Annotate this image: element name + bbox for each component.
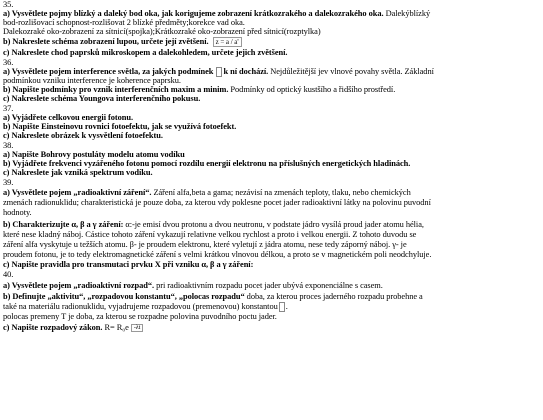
q39a-line bbox=[3, 188, 540, 197]
q39b-answer-line3: záření alfa vyskytuje u težších atomu. β- je proudem elektronu, které vyletují z jádra atomu, nese tedy záporný náboj. γ- je bbox=[3, 240, 407, 249]
q40b-prompt: b) Definujte „aktivitu“, „rozpadovou konstantu“, „polocas rozpadu“ bbox=[3, 292, 245, 301]
q39b-prompt: b) Charakterizujte α, β a γ záření: bbox=[3, 220, 124, 229]
question-number-36: 36. bbox=[3, 58, 14, 67]
q37a-prompt: a) Vyjádřete celkovou energii fotonu. bbox=[3, 113, 134, 122]
q36b-answer: Podmínky od optický kustšího a řidšího prostředí. bbox=[228, 85, 396, 94]
q35a-answer-line3: Dalekozraké oko-zobrazení za sítnicí(spojka);Krátkozraké oko-zobrazení před sítnicí(rozptylka) bbox=[3, 27, 321, 36]
q35c-prompt: c) Nakreslete chod paprsků mikroskopem a dalekohledem, určete jejich zvětšení. bbox=[3, 48, 288, 57]
q40b-answer: doba, za kterou proces jaderného rozpadu probehne a bbox=[244, 292, 423, 301]
q36c-prompt: c) Nakreslete schéma Youngova interferenčního pokusu. bbox=[3, 94, 201, 103]
q39b-line bbox=[3, 220, 540, 229]
q40b-answer-line3: polocas premeny T je doba, za kterou se rozpadne polovina puvodního poctu jader. bbox=[3, 312, 277, 321]
q39b-answer-line2: které nese kladný náboj. Cástice tohoto záření vykazují relativne velkou rychlost a proto i velkou energii. Z tohoto duvodu se bbox=[3, 230, 417, 239]
q39a-answer-line3: hodnoty. bbox=[3, 208, 32, 217]
q35a-prompt: a) Vysvětlete pojmy blízký a daleký bod oka, jak korigujeme zobrazení krátkozrakého a dalekozrakého oka. bbox=[3, 9, 384, 18]
q40a-answer: pri radioaktivním rozpadu pocet jader ubývá exponenciálne s casem. bbox=[154, 281, 383, 290]
q40c-prompt: c) Napište rozpadový zákon. bbox=[3, 323, 103, 332]
q40b-answer-line2: také na materiálu radionuklidu, vyjadrujeme rozpadovou (premenovou) konstantou . bbox=[3, 302, 288, 311]
q36a-line: a) Vysvětlete pojem interference světla, za jakých podmínek k ní dochází. Nejdůležitější jev vlnové povahy světla. Základní bbox=[3, 67, 434, 76]
question-number-40: 40. bbox=[3, 270, 14, 279]
q36a-answer-line2: podmínkou vzniku interference je koherence paprsku. bbox=[3, 76, 181, 85]
q35a-answer-start: Dalekýblízký bbox=[383, 9, 431, 18]
q37b-prompt: b) Napište Einsteinovu rovnici fotoefektu, jak se využívá fotoefekt. bbox=[3, 122, 237, 131]
q38a-prompt: a) Napište Bohrovy postuláty modelu atomu vodíku bbox=[3, 150, 185, 159]
q39c-prompt: c) Napište pravidla pro transmutaci prvku X při vzniku α, β a γ záření: bbox=[3, 260, 254, 269]
q40c-line bbox=[3, 323, 540, 332]
q39a-prompt: a) Vysvětlete pojem „radioaktivní záření“. bbox=[3, 188, 152, 197]
q36a-answer: Nejdůležitější jev vlnové povahy světla. Základní bbox=[268, 67, 434, 76]
q35a-answer-line2: bod-rozlišovací schopnost-rozlišovat 2 blízké předměty;korekce vad oka. bbox=[3, 18, 245, 27]
q39b-answer-line4: proudem fotonu, je to tedy elektromagnetické záření s velmi krátkou vlnovou délkou, a proto se v magnetickém poli neodchyluje. bbox=[3, 250, 432, 259]
question-number-38: 38. bbox=[3, 141, 14, 150]
q38c-prompt: c) Nakreslete jak vzniká spektrum vodíku. bbox=[3, 168, 153, 177]
question-number-37: 37. bbox=[3, 104, 14, 113]
q35b-prompt: b) Nakreslete schéma zobrazení lupou, určete její zvětšení. bbox=[3, 37, 209, 46]
q36b-line bbox=[3, 85, 540, 94]
q36b-prompt: b) Napište podmínky pro vznik interferenčních maxim a minim. bbox=[3, 85, 229, 94]
decay-exponent: -λt bbox=[131, 324, 143, 332]
q36a-prompt: a) Vysvětlete pojem interference světla, za jakých podmínek bbox=[3, 67, 214, 76]
q39a-answer: Záření alfa,beta a gama; nezávisí na zmenách teploty, tlaku, nebo chemických bbox=[151, 188, 411, 197]
q40a-prompt: a) Vysvětlete pojem „radioaktivní rozpad“. bbox=[3, 281, 155, 290]
q39b-answer: α:-je emisí dvou protonu a dvou neutronu, v podstate jádro vysílá proud jader atomu hélia, bbox=[123, 220, 424, 229]
q38b-prompt: b) Vyjádřete frekvenci vyzářeného fotonu pomocí rozdílu energií elektronu na příslušných energetických hladinách. bbox=[3, 159, 411, 168]
question-number-39: 39. bbox=[3, 178, 14, 187]
formula-placeholder-icon bbox=[279, 302, 285, 312]
q35a-line bbox=[3, 9, 540, 18]
magnification-formula: z = a / a' bbox=[213, 37, 242, 47]
q39a-answer-line2: zmenách radionuklidu; charakteristická je pouze doba, za kterou vdy poklesne pocet jader radioaktivní látky na polovinu puvodní bbox=[3, 198, 431, 207]
q37c-prompt: c) Nakreslete obrázek k vysvětlení fotoefektu. bbox=[3, 131, 163, 140]
decay-law-formula: R= R₀e bbox=[102, 323, 129, 332]
q35b-line bbox=[3, 37, 540, 47]
q40b-line bbox=[3, 292, 540, 301]
q40a-line bbox=[3, 281, 540, 290]
question-number-35: 35. bbox=[3, 0, 14, 9]
